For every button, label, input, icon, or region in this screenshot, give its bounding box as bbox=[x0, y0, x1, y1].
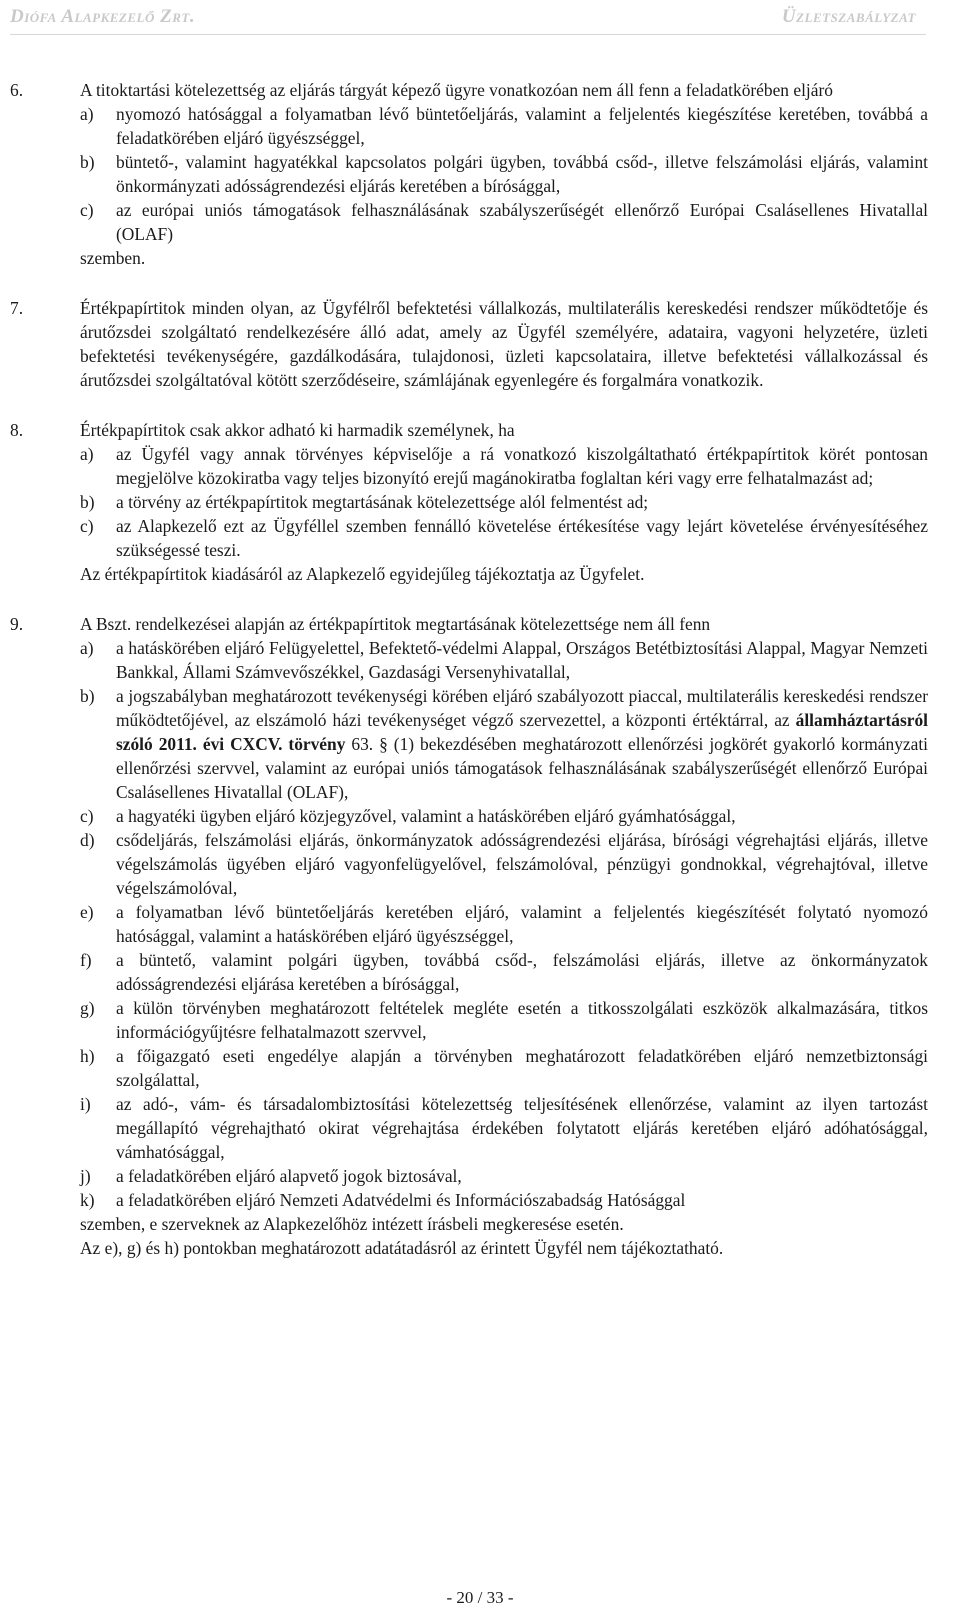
section-intro: Értékpapírtitok minden olyan, az Ügyfélről befektetési vállalkozás, multilaterális kereskedési rendszer működtetője és árutőzsdei szolgáltató rendelkezésére álló adat, amely az Ügyfél személyére, adataira, vagyoni helyzetére, üzleti befektetési tevékenységére, gazdálkodására, tulajdonosi, üzleti kapcsolataira, illetve befektetési vállalkozással és árutőzsdei szolgáltatóval kötött szerződéseire, számlájának egyenlegére és forgalmára vonatkozik. bbox=[80, 298, 928, 390]
page-header bbox=[0, 0, 960, 40]
item-label: i) bbox=[80, 1094, 91, 1114]
list-item bbox=[80, 514, 928, 562]
list-item bbox=[80, 1044, 928, 1092]
item-text: a folyamatban lévő büntetőeljárás keretében eljáró, valamint a feljelentés kiegészítését folytató nyomozó hatósággal, valamint a hatáskörében eljáró ügyészséggel, bbox=[116, 902, 928, 946]
document-body bbox=[10, 78, 928, 1286]
item-label: b) bbox=[80, 152, 95, 172]
section-number: 8. bbox=[10, 420, 24, 440]
item-label: c) bbox=[80, 516, 94, 536]
item-text: a törvény az értékpapírtitok megtartásának kötelezettsége alól felmentést ad; bbox=[116, 492, 649, 512]
section-number: 7. bbox=[10, 298, 24, 318]
section-6 bbox=[10, 78, 928, 270]
list-item bbox=[80, 442, 928, 490]
item-text: az európai uniós támogatások felhasználásának szabályszerűségét ellenőrző Európai Csalásellenes Hivatallal (OLAF) bbox=[116, 200, 928, 244]
item-label: g) bbox=[80, 998, 95, 1018]
item-text: büntető-, valamint hagyatékkal kapcsolatos polgári ügyben, továbbá csőd-, illetve felszámolási eljárás, valamint önkormányzati adósságrendezési eljárás keretében a bírósággal, bbox=[116, 152, 928, 196]
item-label: d) bbox=[80, 830, 95, 850]
header-divider bbox=[10, 34, 926, 35]
section-7 bbox=[10, 296, 928, 392]
section-number: 6. bbox=[10, 80, 24, 100]
list-item bbox=[80, 150, 928, 198]
law-reference: államháztartásról szóló 2011. évi CXCV. törvény bbox=[116, 710, 928, 754]
item-label: a) bbox=[80, 104, 94, 124]
section-outro: szemben. bbox=[80, 248, 146, 268]
item-label: c) bbox=[80, 806, 94, 826]
item-list bbox=[80, 102, 928, 246]
company-name: Diófa Alapkezelő Zrt. bbox=[10, 6, 196, 27]
item-text: a büntető, valamint polgári ügyben, továbbá csőd-, felszámolási eljárás, illetve az önkormányzatok adósságrendezési eljárása keretében a bírósággal, bbox=[116, 950, 928, 994]
section-intro: Értékpapírtitok csak akkor adható ki harmadik személynek, ha bbox=[80, 420, 515, 440]
item-text: nyomozó hatósággal a folyamatban lévő büntetőeljárás, valamint a feljelentés kiegészítése keretében, továbbá a feladatkörében eljáró ügyészséggel, bbox=[116, 104, 928, 148]
item-label: f) bbox=[80, 950, 92, 970]
section-intro: A Bszt. rendelkezései alapján az értékpapírtitok megtartásának kötelezettsége nem áll fenn bbox=[80, 614, 711, 634]
list-item bbox=[80, 804, 928, 828]
item-text: a feladatkörében eljáró alapvető jogok biztosával, bbox=[116, 1166, 462, 1186]
list-item bbox=[80, 828, 928, 900]
item-text: az adó-, vám- és társadalombiztosítási kötelezettség teljesítésének ellenőrzése, valamint az ilyen tartozást megállapító végrehajtható okirat végrehajtása érdekében folytatott eljárás keretében eljáró adóhatósággal, vámhatósággal, bbox=[116, 1094, 928, 1162]
list-item bbox=[80, 1164, 928, 1188]
list-item bbox=[80, 948, 928, 996]
list-item bbox=[80, 996, 928, 1044]
item-text: a feladatkörében eljáró Nemzeti Adatvédelmi és Információszabadság Hatósággal bbox=[116, 1190, 686, 1210]
item-label: a) bbox=[80, 638, 94, 658]
item-text: a hagyatéki ügyben eljáró közjegyzővel, valamint a hatáskörében eljáró gyámhatósággal, bbox=[116, 806, 736, 826]
section-9 bbox=[10, 612, 928, 1260]
section-outro: szemben, e szerveknek az Alapkezelőhöz intézett írásbeli megkeresése esetén. bbox=[80, 1214, 624, 1234]
item-label: k) bbox=[80, 1190, 95, 1210]
item-text: a külön törvényben meghatározott feltételek megléte esetén a titkosszolgálati eszközök alkalmazására, titkos információgyűjtésre felhatalmazott szervvel, bbox=[116, 998, 928, 1042]
item-label: e) bbox=[80, 902, 94, 922]
item-text: az Alapkezelő ezt az Ügyféllel szemben fennálló követelése értékesítése vagy lejárt követelése érvényesítéséhez szükségessé teszi. bbox=[116, 516, 928, 560]
list-item bbox=[80, 1092, 928, 1164]
item-text: csődeljárás, felszámolási eljárás, önkormányzatok adósságrendezési eljárása, bírósági végrehajtási eljárás, illetve végelszámolás ügyében eljáró vagyonfelügyelővel, felszámolóval, pénzügyi gondnokkal, végrehajtóval, illetve végelszámolóval, bbox=[116, 830, 928, 898]
item-label: b) bbox=[80, 492, 95, 512]
item-text: a jogszabályban meghatározott tevékenységi körében eljáró szabályozott piaccal, multilaterális kereskedési rendszer működtetőjével, az elszámoló házi tevékenységet végző szervezettel, a központi értéktárral, az bbox=[116, 686, 928, 730]
item-label: a) bbox=[80, 444, 94, 464]
item-list bbox=[80, 636, 928, 1212]
section-outro-note: Az e), g) és h) pontokban meghatározott adatátadásról az érintett Ügyfél nem tájékoztatható. bbox=[80, 1238, 724, 1258]
list-item bbox=[80, 636, 928, 684]
list-item bbox=[80, 490, 928, 514]
section-intro: A titoktartási kötelezettség az eljárás tárgyát képező ügyre vonatkozóan nem áll fenn a feladatkörében eljáró bbox=[80, 80, 833, 100]
section-outro: Az értékpapírtitok kiadásáról az Alapkezelő egyidejűleg tájékoztatja az Ügyfelet. bbox=[80, 564, 645, 584]
section-8 bbox=[10, 418, 928, 586]
item-text: a hatáskörében eljáró Felügyelettel, Befektető-védelmi Alappal, Országos Betétbiztosítási Alappal, Magyar Nemzeti Bankkal, Állami Számvevőszékkel, Gazdasági Versenyhivatallal, bbox=[116, 638, 928, 682]
list-item bbox=[80, 198, 928, 246]
item-text: az Ügyfél vagy annak törvényes képviselője a rá vonatkozó kiszolgáltatható értékpapírtitok körét pontosan megjelölve közokiratba vagy teljes bizonyító erejű magánokiratba foglaltan kéri vagy erre felhatalmazást ad; bbox=[116, 444, 928, 488]
item-label: c) bbox=[80, 200, 94, 220]
document-title: Üzletszabályzat bbox=[781, 6, 916, 27]
item-text: 63. § (1) bekezdésében meghatározott ellenőrzési jogkörét gyakorló kormányzati ellenőrzési szervvel, valamint az európai uniós támogatások felhasználásának szabályszerűségét ellenőrző Európai Csalásellenes Hivatallal (OLAF), bbox=[116, 734, 928, 802]
item-text: a főigazgató eseti engedélye alapján a törvényben meghatározott feladatkörében eljáró nemzetbiztonsági szolgálattal, bbox=[116, 1046, 928, 1090]
list-item bbox=[80, 1188, 928, 1212]
item-label: h) bbox=[80, 1046, 95, 1066]
section-number: 9. bbox=[10, 614, 24, 634]
list-item bbox=[80, 102, 928, 150]
list-item bbox=[80, 900, 928, 948]
page-number: - 20 / 33 - bbox=[446, 1588, 514, 1607]
item-label: j) bbox=[80, 1166, 91, 1186]
item-label: b) bbox=[80, 686, 95, 706]
item-list bbox=[80, 442, 928, 562]
list-item bbox=[80, 684, 928, 804]
